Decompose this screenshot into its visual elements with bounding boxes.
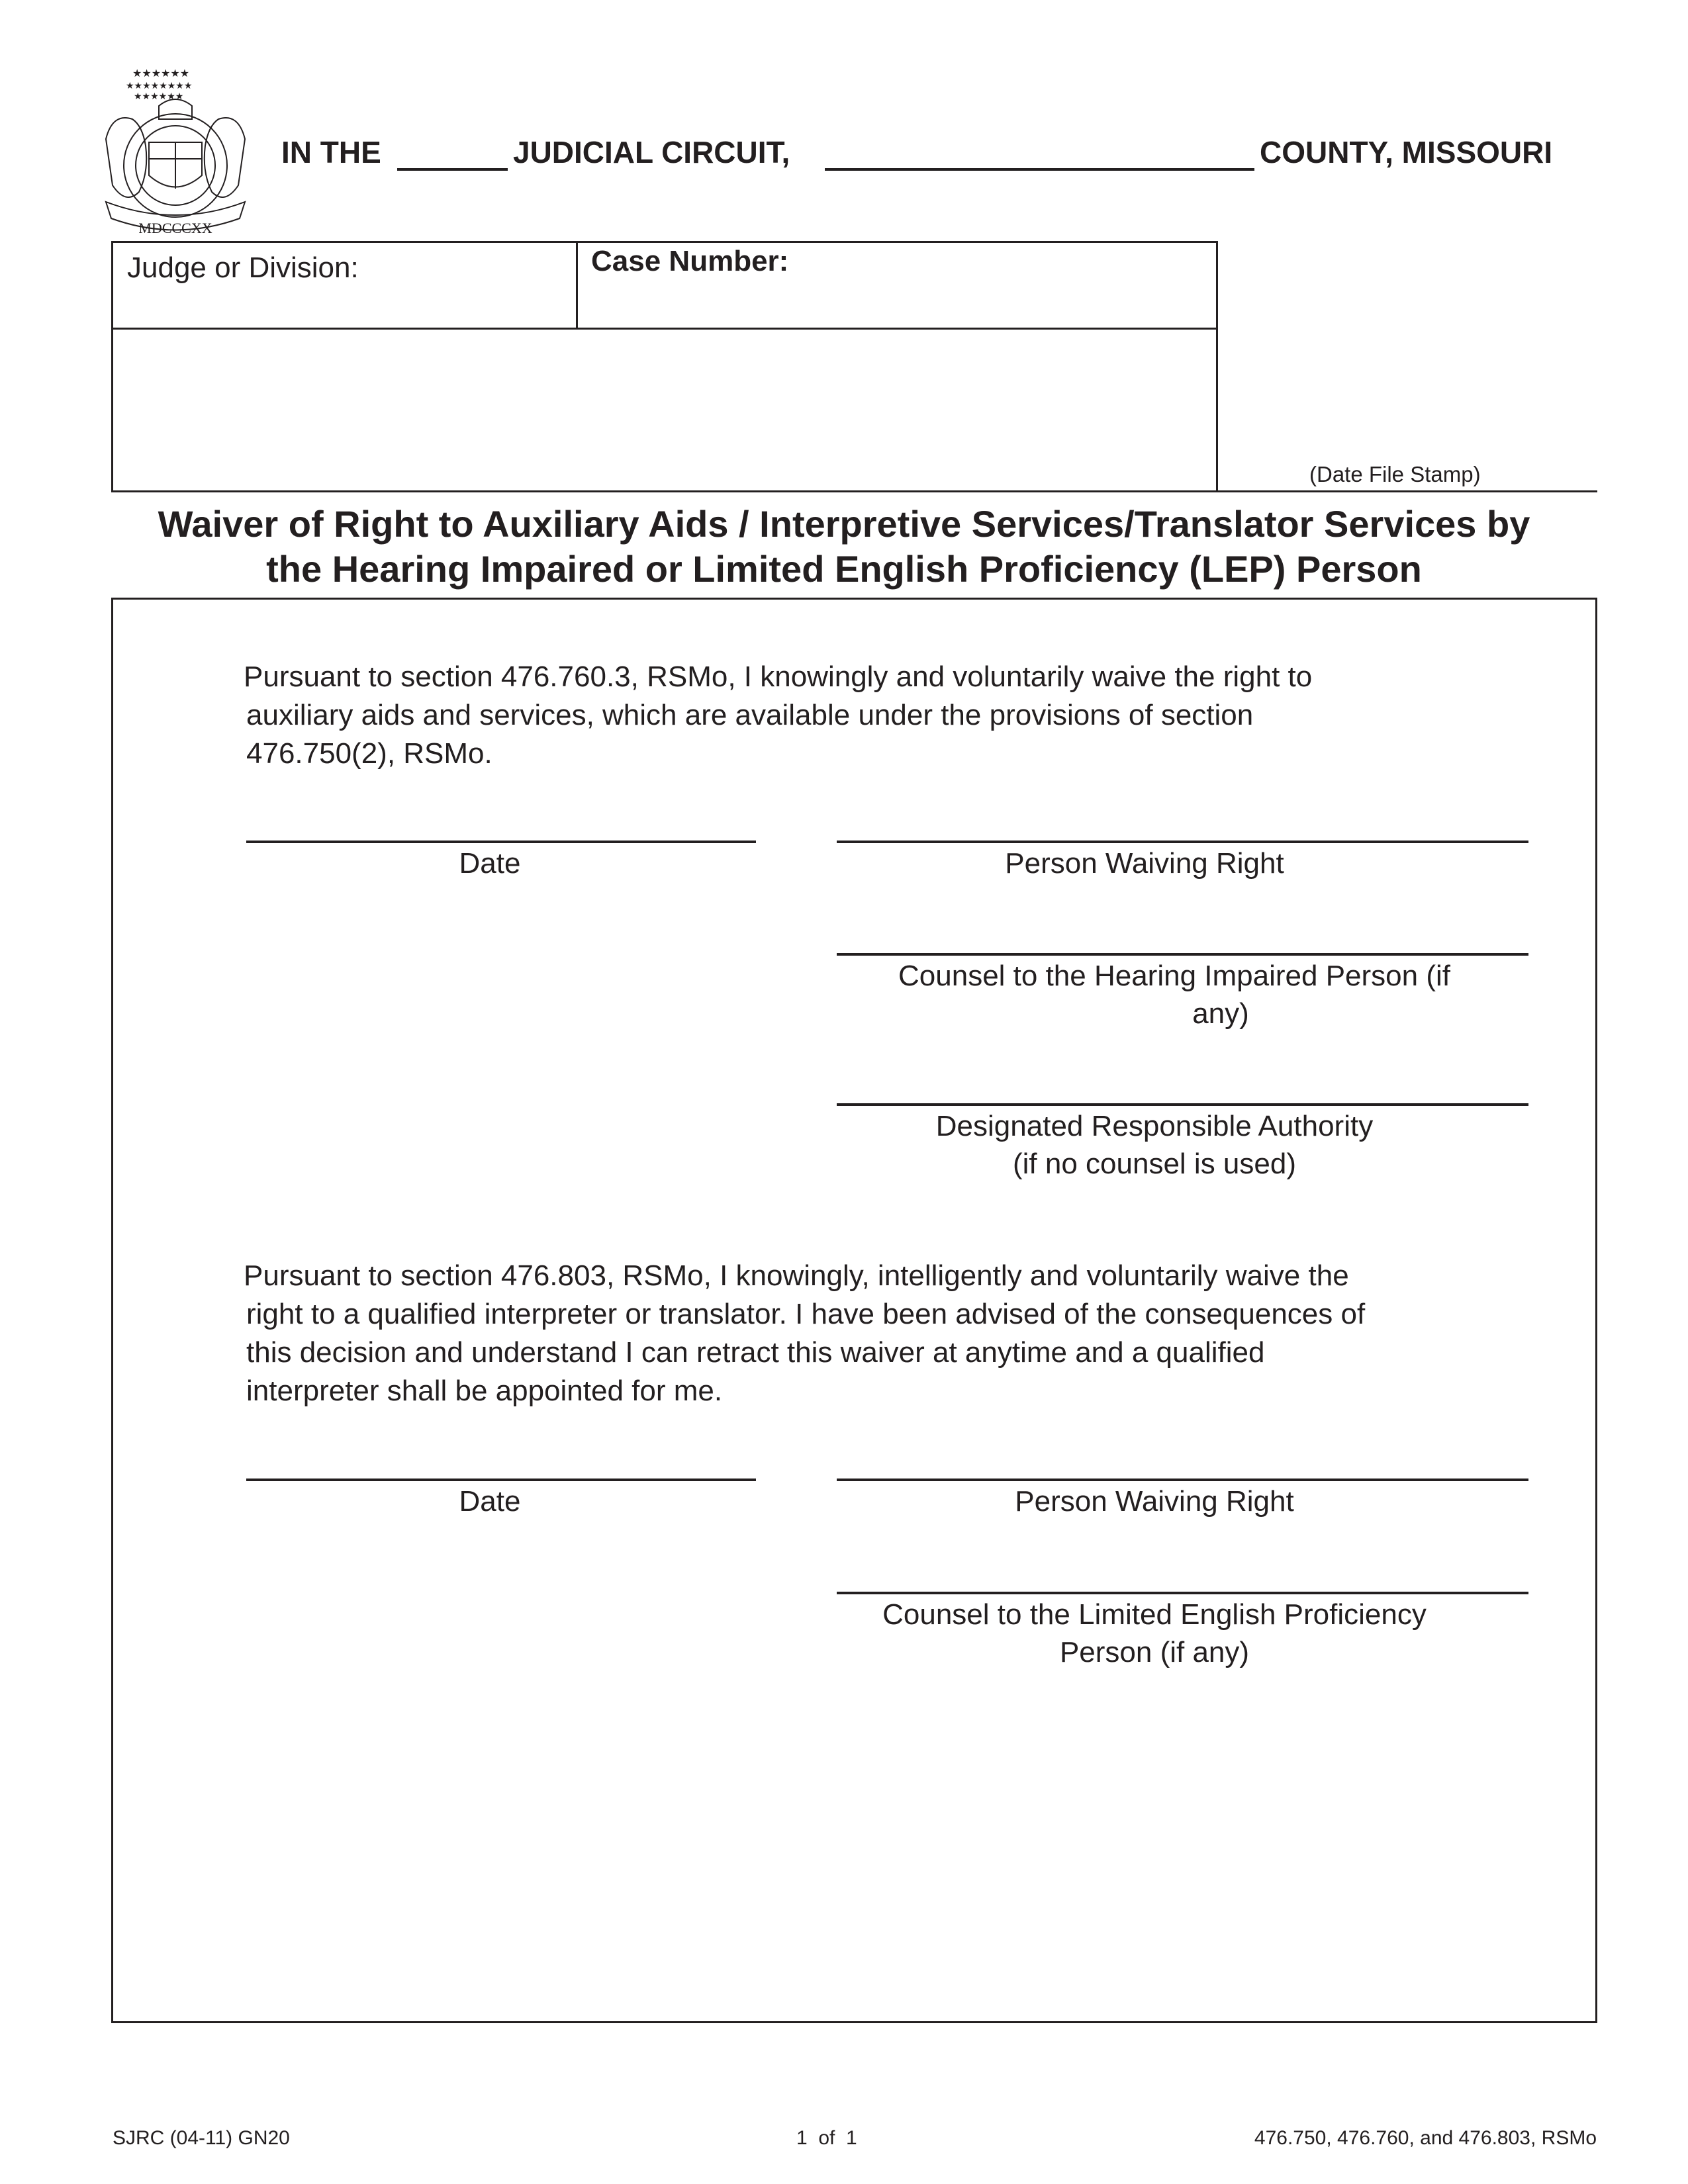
caption-parties-field[interactable] [114,331,1214,488]
paragraph-line: Pursuant to section 476.803, RSMo, I knowingly, intelligently and voluntarily waive the [244,1259,1349,1292]
paragraph-line: auxiliary aids and services, which are available under the provisions of section [246,699,1254,731]
form-title-line-1: Waiver of Right to Auxiliary Aids / Interpretive Services/Translator Services by [158,503,1530,545]
paragraph-line: this decision and understand I can retract this waiver at anytime and a qualified [246,1336,1265,1369]
county-name-blank[interactable] [825,168,1254,171]
paragraph-line: 476.750(2), RSMo. [246,737,492,770]
person-waiving-signature-line-1[interactable] [837,841,1528,843]
person-waiving-label-2: Person Waiving Right [1015,1485,1294,1518]
interpreter-waiver-paragraph [244,1257,1365,1410]
counsel-lep-label-line-1: Counsel to the Limited English Proficiency [882,1598,1427,1631]
responsible-authority-signature-line[interactable] [837,1103,1528,1106]
paragraph-line: Pursuant to section 476.760.3, RSMo, I knowingly and voluntarily waive the right to [244,660,1313,693]
heading-county-missouri: COUNTY, MISSOURI [1260,135,1553,169]
heading-in-the: IN THE [281,135,381,169]
page-number: 1 of 1 [796,2127,857,2149]
date-label-2: Date [459,1485,521,1518]
counsel-hearing-impaired-signature-line[interactable] [837,953,1528,956]
missouri-state-seal [93,60,258,238]
heading-judicial-circuit: JUDICIAL CIRCUIT, [513,135,790,169]
judge-division-label: Judge or Division: [127,251,359,284]
date-label-1: Date [459,847,521,880]
person-waiving-label-1: Person Waiving Right [1005,847,1284,880]
case-number-label: Case Number: [591,245,789,277]
caption-divider-horizontal [111,328,1218,330]
counsel-hearing-impaired-label-line-1: Counsel to the Hearing Impaired Person (if [898,960,1450,992]
svg-text:★★★★★★: ★★★★★★ [132,68,190,79]
responsible-authority-label-line-1: Designated Responsible Authority [935,1110,1374,1142]
file-stamp-line [1217,490,1597,492]
form-title-line-2: the Hearing Impaired or Limited English Proficiency (LEP) Person [266,548,1422,590]
form-id: SJRC (04-11) GN20 [113,2127,290,2149]
counsel-lep-signature-line[interactable] [837,1592,1528,1594]
responsible-authority-label-line-2: (if no counsel is used) [1013,1148,1296,1180]
date-signature-line-1[interactable] [246,841,756,843]
paragraph-line: right to a qualified interpreter or translator. I have been advised of the consequences of [246,1298,1366,1330]
date-file-stamp-label: (Date File Stamp) [1309,462,1481,486]
paragraph-line: interpreter shall be appointed for me. [246,1375,723,1407]
case-number-field[interactable] [578,265,1213,324]
svg-text:MDCCCXX: MDCCCXX [138,220,212,236]
svg-text:★★★★★★★★: ★★★★★★★★ [126,80,193,91]
statute-references: 476.750, 476.760, and 476.803, RSMo [1254,2127,1597,2149]
date-signature-line-2[interactable] [246,1479,756,1481]
svg-text:★★★★★★: ★★★★★★ [134,91,184,101]
auxiliary-aids-waiver-paragraph [244,658,1312,773]
circuit-number-blank[interactable] [397,168,508,171]
counsel-hearing-impaired-label-line-2: any) [1192,997,1249,1030]
person-waiving-signature-line-2[interactable] [837,1479,1528,1481]
counsel-lep-label-line-2: Person (if any) [1059,1636,1250,1668]
